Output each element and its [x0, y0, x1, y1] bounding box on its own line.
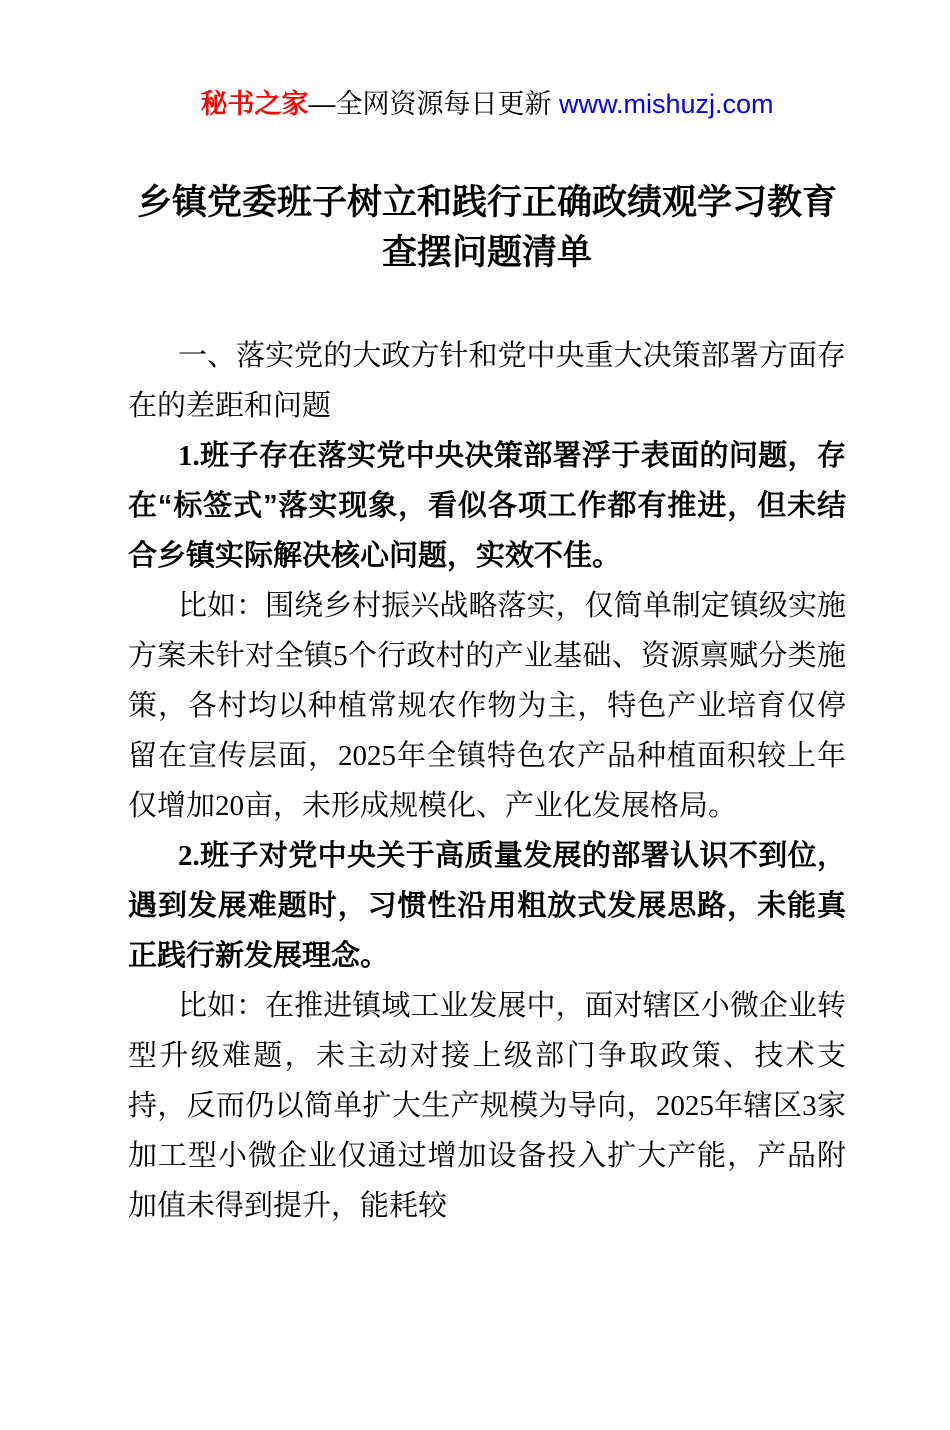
site-header — [128, 86, 846, 122]
example-paragraph-1: 比如：围绕乡村振兴战略落实，仅简单制定镇级实施方案未针对全镇5个行政村的产业基础、资源禀赋分类施策，各村均以种植常规农作物为主，特色产业培育仅停留在宣传层面，2025年全镇特色农产品种植面积较上年仅增加20亩，未形成规模化、产业化发展格局。 — [128, 590, 846, 822]
site-url-link[interactable]: www.mishuzj.com — [558, 89, 774, 119]
problem-item-2 — [128, 831, 846, 981]
problem-item-1-number: 1. — [178, 440, 200, 472]
document-title: 乡镇党委班子树立和践行正确政绩观学习教育查摆问题清单 — [136, 183, 837, 272]
section-heading-1: 一、落实党的大政方针和党中央重大决策部署方面存在的差距和问题 — [128, 340, 846, 422]
problem-item-1-text: 班子存在落实党中央决策部署浮于表面的问题，存在“标签式”落实现象，看似各项工作都有推进，但未结合乡镇实际解决核心问题，实效不佳。 — [128, 440, 846, 572]
site-name-label: 秘书之家 — [200, 89, 309, 119]
site-tagline-label: —全网资源每日更新 — [308, 89, 559, 119]
document-body — [128, 331, 846, 1231]
document-page — [0, 86, 950, 1430]
example-paragraph-2: 比如：在推进镇域工业发展中，面对辖区小微企业转型升级难题，未主动对接上级部门争取政策、技术支持，反而仍以简单扩大生产规模为导向，2025年辖区3家加工型小微企业仅通过增加设备投入扩大产能，产品附加值未得到提升，能耗较 — [128, 990, 846, 1222]
problem-item-2-text: 班子对党中央关于高质量发展的部署认识不到位，遇到发展难题时，习惯性沿用粗放式发展思路，未能真正践行新发展理念。 — [128, 840, 846, 972]
problem-item-1 — [128, 431, 846, 581]
problem-item-2-number: 2. — [178, 840, 200, 872]
